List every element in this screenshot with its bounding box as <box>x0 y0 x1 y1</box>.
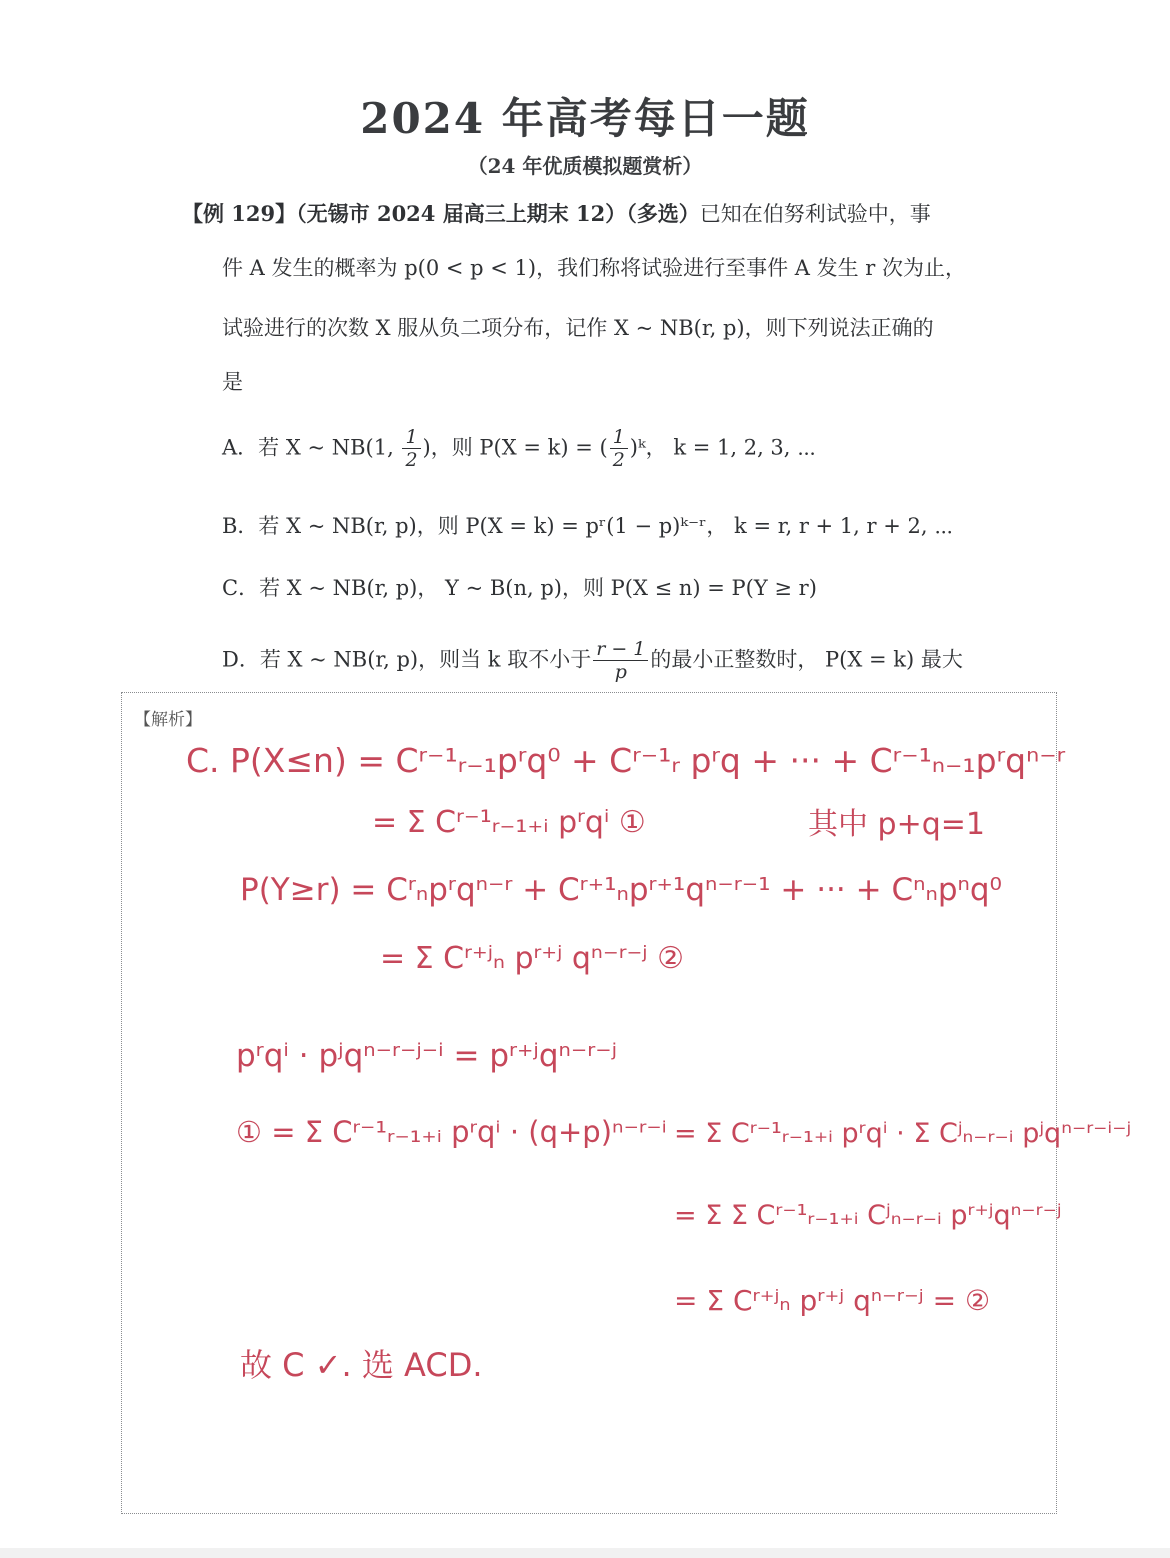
hw-line-3: P(Y≥r) = Cʳₙpʳqⁿ⁻ʳ + Cʳ⁺¹ₙpʳ⁺¹qⁿ⁻ʳ⁻¹ + ··· + Cⁿₙpⁿq⁰ <box>240 872 1002 908</box>
question-line-3: 试验进行的次数 X 服从负二项分布，记作 X ~ NB(r, p)，则下列说法正确的 <box>222 316 934 340</box>
option-d-frac-den: p <box>614 661 627 683</box>
scan-bottom-edge <box>0 1548 1170 1558</box>
hw-line-4: = Σ Cʳ⁺ʲₙ pʳ⁺ʲ qⁿ⁻ʳ⁻ʲ ② <box>380 941 684 976</box>
hw-line-6a: ① = Σ Cʳ⁻¹ᵣ₋₁₊ᵢ pʳqⁱ · (q+p)ⁿ⁻ʳ⁻ⁱ <box>236 1115 667 1149</box>
analysis-label: 【解析】 <box>134 710 202 730</box>
option-d-post: 的最小正整数时， P(X = k) 最大 <box>650 647 963 672</box>
option-d-frac-num: r − 1 <box>593 640 648 661</box>
page-subtitle: （24 年优质模拟题赏析） <box>467 154 703 178</box>
hw-line-2b: 其中 p+q=1 <box>808 807 985 842</box>
hw-line-9: 故 C ✓. 选 ACD. <box>240 1346 483 1384</box>
hw-line-2: = Σ Cʳ⁻¹ᵣ₋₁₊ᵢ pʳqⁱ ① <box>372 805 646 840</box>
option-a-mid: )，则 P(X = k) = ( <box>422 435 608 460</box>
option-b: B．若 X ~ NB(r, p)，则 P(X = k) = pʳ(1 − p)ᵏ⁻ʳ， k = r, r + 1, r + 2, ⋯ <box>222 514 954 538</box>
page-title: 2024 年高考每日一题 <box>360 94 810 143</box>
option-a-pre: A．若 X ~ NB(1, <box>222 435 401 460</box>
option-a-frac2-den: 2 <box>612 449 625 471</box>
hw-line-6b: = Σ Cʳ⁻¹ᵣ₋₁₊ᵢ pʳqⁱ · Σ Cʲₙ₋ᵣ₋ᵢ pʲqⁿ⁻ʳ⁻ⁱ⁻ʲ <box>674 1118 1132 1149</box>
question-line-1-text: 已知在伯努利试验中，事 <box>699 202 931 226</box>
hw-line-5: pʳqⁱ · pʲqⁿ⁻ʳ⁻ʲ⁻ⁱ = pʳ⁺ʲqⁿ⁻ʳ⁻ʲ <box>236 1038 618 1074</box>
hw-line-7: = Σ Σ Cʳ⁻¹ᵣ₋₁₊ᵢ Cʲₙ₋ᵣ₋ᵢ pʳ⁺ʲqⁿ⁻ʳ⁻ʲ <box>674 1200 1062 1231</box>
option-a-frac1-num: 1 <box>402 428 420 449</box>
option-c: C．若 X ~ NB(r, p)， Y ~ B(n, p)，则 P(X ≤ n) = P(Y ≥ r) <box>222 576 817 600</box>
hw-line-8: = Σ Cʳ⁺ʲₙ pʳ⁺ʲ qⁿ⁻ʳ⁻ʲ = ② <box>674 1284 991 1317</box>
option-a-frac2-num: 1 <box>610 428 628 449</box>
option-a-post: )ᵏ， k = 1, 2, 3, ⋯ <box>629 435 817 460</box>
option-a-frac1-den: 2 <box>405 449 418 471</box>
option-d-pre: D．若 X ~ NB(r, p)，则当 k 取不小于 <box>222 647 592 672</box>
question-tag: 【例 129】（无锡市 2024 届高三上期末 12）（多选） <box>182 201 700 226</box>
question-line-2: 件 A 发生的概率为 p(0 < p < 1)，我们称将试验进行至事件 A 发生 r 次为止， <box>222 256 966 280</box>
question-line-4: 是 <box>222 370 243 394</box>
hw-line-1: C. P(X≤n) = Cʳ⁻¹ᵣ₋₁pʳq⁰ + Cʳ⁻¹ᵣ pʳq + ··· + Cʳ⁻¹ₙ₋₁pʳqⁿ⁻ʳ <box>186 741 1066 780</box>
